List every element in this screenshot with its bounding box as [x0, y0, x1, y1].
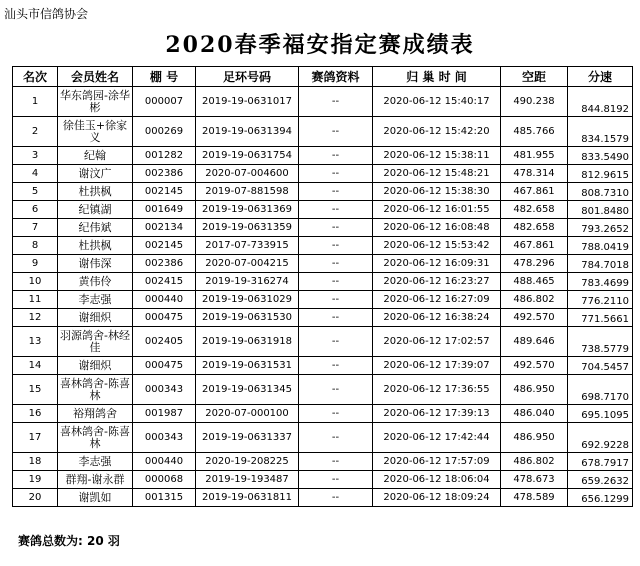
- cell-info: --: [299, 273, 373, 291]
- table-row: [13, 423, 633, 453]
- cell-rank: 12: [13, 309, 58, 327]
- cell-rank: 9: [13, 255, 58, 273]
- cell-info: --: [299, 87, 373, 117]
- cell-time: 2020-06-12 17:02:57: [373, 327, 501, 357]
- cell-speed: 801.8480: [568, 201, 633, 219]
- cell-distance: 485.766: [501, 117, 568, 147]
- cell-rank: 15: [13, 375, 58, 405]
- cell-time: 2020-06-12 16:23:27: [373, 273, 501, 291]
- total-count: 赛鸽总数为: 20 羽: [18, 534, 120, 548]
- cell-rank: 8: [13, 237, 58, 255]
- cell-name: 谢凯如: [58, 489, 133, 507]
- cell-rank: 20: [13, 489, 58, 507]
- cell-loft: 002134: [133, 219, 196, 237]
- cell-speed: 656.1299: [568, 489, 633, 507]
- cell-ring: 2019-19-316274: [196, 273, 299, 291]
- cell-name: 杜拱枫: [58, 237, 133, 255]
- cell-loft: 002145: [133, 183, 196, 201]
- cell-rank: 18: [13, 453, 58, 471]
- cell-ring: 2019-19-0631345: [196, 375, 299, 405]
- header-row: [13, 67, 633, 87]
- cell-info: --: [299, 183, 373, 201]
- cell-name: 华东鸽园-涂华彬: [58, 87, 133, 117]
- cell-speed: 698.7170: [568, 375, 633, 405]
- cell-name: 谢细炽: [58, 357, 133, 375]
- cell-speed: 833.5490: [568, 147, 633, 165]
- cell-time: 2020-06-12 17:57:09: [373, 453, 501, 471]
- cell-info: --: [299, 471, 373, 489]
- column-header-name: 会员姓名: [58, 67, 133, 87]
- cell-distance: 492.570: [501, 309, 568, 327]
- cell-loft: 000343: [133, 375, 196, 405]
- cell-rank: 13: [13, 327, 58, 357]
- table-row: [13, 201, 633, 219]
- cell-distance: 486.802: [501, 453, 568, 471]
- cell-distance: 486.040: [501, 405, 568, 423]
- cell-loft: 002405: [133, 327, 196, 357]
- cell-speed: 659.2632: [568, 471, 633, 489]
- cell-speed: 695.1095: [568, 405, 633, 423]
- table-row: [13, 87, 633, 117]
- column-header-info: 赛鸽资料: [299, 67, 373, 87]
- cell-distance: 486.950: [501, 375, 568, 405]
- cell-name: 喜林鸽舍-陈喜林: [58, 375, 133, 405]
- cell-info: --: [299, 423, 373, 453]
- cell-ring: 2019-19-0631337: [196, 423, 299, 453]
- cell-ring: 2020-07-004600: [196, 165, 299, 183]
- cell-name: 群翔-谢永群: [58, 471, 133, 489]
- cell-loft: 002386: [133, 255, 196, 273]
- cell-info: --: [299, 489, 373, 507]
- cell-distance: 478.296: [501, 255, 568, 273]
- cell-rank: 3: [13, 147, 58, 165]
- cell-name: 谢细炽: [58, 309, 133, 327]
- cell-info: --: [299, 165, 373, 183]
- column-header-distance: 空距: [501, 67, 568, 87]
- table-row: [13, 165, 633, 183]
- cell-ring: 2020-07-000100: [196, 405, 299, 423]
- column-header-time: 归 巢 时 间: [373, 67, 501, 87]
- cell-loft: 002145: [133, 237, 196, 255]
- cell-rank: 10: [13, 273, 58, 291]
- cell-speed: 784.7018: [568, 255, 633, 273]
- cell-info: --: [299, 117, 373, 147]
- cell-speed: 678.7917: [568, 453, 633, 471]
- cell-ring: 2019-19-0631369: [196, 201, 299, 219]
- organization-name: 汕头市信鸽协会: [4, 7, 89, 21]
- cell-speed: 738.5779: [568, 327, 633, 357]
- cell-distance: 478.589: [501, 489, 568, 507]
- cell-ring: 2019-19-0631811: [196, 489, 299, 507]
- cell-loft: 001315: [133, 489, 196, 507]
- cell-info: --: [299, 201, 373, 219]
- table-row: [13, 237, 633, 255]
- cell-loft: 000440: [133, 453, 196, 471]
- table-row: [13, 183, 633, 201]
- cell-name: 纪伟斌: [58, 219, 133, 237]
- table-row: [13, 405, 633, 423]
- cell-speed: 793.2652: [568, 219, 633, 237]
- cell-time: 2020-06-12 16:09:31: [373, 255, 501, 273]
- cell-rank: 11: [13, 291, 58, 309]
- cell-info: --: [299, 357, 373, 375]
- cell-rank: 6: [13, 201, 58, 219]
- table-row: [13, 327, 633, 357]
- cell-ring: 2019-19-0631754: [196, 147, 299, 165]
- cell-speed: 834.1579: [568, 117, 633, 147]
- column-header-loft: 棚 号: [133, 67, 196, 87]
- table-row: [13, 291, 633, 309]
- cell-distance: 482.658: [501, 201, 568, 219]
- table-row: [13, 147, 633, 165]
- cell-name: 裕翔鸽舍: [58, 405, 133, 423]
- cell-info: --: [299, 375, 373, 405]
- cell-time: 2020-06-12 17:39:07: [373, 357, 501, 375]
- column-header-rank: 名次: [13, 67, 58, 87]
- table-row: [13, 273, 633, 291]
- results-table: [12, 66, 633, 507]
- cell-info: --: [299, 237, 373, 255]
- cell-loft: 000269: [133, 117, 196, 147]
- table-row: [13, 375, 633, 405]
- cell-name: 羽源鸽舍-林经佳: [58, 327, 133, 357]
- cell-info: --: [299, 219, 373, 237]
- cell-speed: 783.4699: [568, 273, 633, 291]
- cell-info: --: [299, 255, 373, 273]
- cell-name: 谢伟深: [58, 255, 133, 273]
- cell-loft: 002415: [133, 273, 196, 291]
- cell-rank: 14: [13, 357, 58, 375]
- column-header-ring: 足环号码: [196, 67, 299, 87]
- table-row: [13, 489, 633, 507]
- cell-loft: 002386: [133, 165, 196, 183]
- cell-rank: 17: [13, 423, 58, 453]
- cell-name: 黄伟伶: [58, 273, 133, 291]
- cell-info: --: [299, 291, 373, 309]
- cell-distance: 481.955: [501, 147, 568, 165]
- cell-loft: 000475: [133, 309, 196, 327]
- cell-name: 纪翰: [58, 147, 133, 165]
- cell-time: 2020-06-12 18:09:24: [373, 489, 501, 507]
- cell-name: 杜拱枫: [58, 183, 133, 201]
- cell-loft: 000440: [133, 291, 196, 309]
- cell-rank: 4: [13, 165, 58, 183]
- page-title: 2020春季福安指定赛成绩表: [165, 32, 475, 58]
- cell-time: 2020-06-12 15:48:21: [373, 165, 501, 183]
- cell-time: 2020-06-12 16:27:09: [373, 291, 501, 309]
- table-row: [13, 453, 633, 471]
- cell-ring: 2019-19-0631531: [196, 357, 299, 375]
- cell-time: 2020-06-12 16:08:48: [373, 219, 501, 237]
- cell-rank: 16: [13, 405, 58, 423]
- cell-name: 纪镇湖: [58, 201, 133, 219]
- cell-time: 2020-06-12 18:06:04: [373, 471, 501, 489]
- cell-distance: 486.950: [501, 423, 568, 453]
- cell-speed: 704.5457: [568, 357, 633, 375]
- cell-ring: 2019-19-0631017: [196, 87, 299, 117]
- cell-rank: 19: [13, 471, 58, 489]
- table-row: [13, 357, 633, 375]
- cell-ring: 2020-19-208225: [196, 453, 299, 471]
- cell-rank: 7: [13, 219, 58, 237]
- cell-time: 2020-06-12 15:38:11: [373, 147, 501, 165]
- cell-ring: 2019-19-0631029: [196, 291, 299, 309]
- cell-name: 李志强: [58, 291, 133, 309]
- cell-name: 喜林鸽舍-陈喜林: [58, 423, 133, 453]
- cell-time: 2020-06-12 17:36:55: [373, 375, 501, 405]
- cell-time: 2020-06-12 15:42:20: [373, 117, 501, 147]
- cell-loft: 001649: [133, 201, 196, 219]
- table-row: [13, 219, 633, 237]
- cell-speed: 776.2110: [568, 291, 633, 309]
- cell-loft: 000068: [133, 471, 196, 489]
- cell-loft: 001987: [133, 405, 196, 423]
- cell-speed: 692.9228: [568, 423, 633, 453]
- cell-distance: 467.861: [501, 183, 568, 201]
- table-row: [13, 117, 633, 147]
- table-row: [13, 309, 633, 327]
- cell-ring: 2020-07-004215: [196, 255, 299, 273]
- cell-ring: 2019-19-193487: [196, 471, 299, 489]
- cell-distance: 482.658: [501, 219, 568, 237]
- cell-speed: 788.0419: [568, 237, 633, 255]
- cell-loft: 000343: [133, 423, 196, 453]
- cell-time: 2020-06-12 17:42:44: [373, 423, 501, 453]
- cell-distance: 490.238: [501, 87, 568, 117]
- cell-speed: 844.8192: [568, 87, 633, 117]
- cell-name: 谢汶广: [58, 165, 133, 183]
- table-row: [13, 471, 633, 489]
- cell-info: --: [299, 147, 373, 165]
- cell-distance: 478.314: [501, 165, 568, 183]
- cell-speed: 812.9615: [568, 165, 633, 183]
- cell-ring: 2019-19-0631918: [196, 327, 299, 357]
- column-header-speed: 分速: [568, 67, 633, 87]
- cell-info: --: [299, 327, 373, 357]
- cell-ring: 2019-19-0631530: [196, 309, 299, 327]
- cell-distance: 488.465: [501, 273, 568, 291]
- cell-name: 徐佳玉+徐家义: [58, 117, 133, 147]
- cell-distance: 467.861: [501, 237, 568, 255]
- cell-ring: 2019-19-0631394: [196, 117, 299, 147]
- cell-distance: 489.646: [501, 327, 568, 357]
- cell-loft: 000007: [133, 87, 196, 117]
- cell-loft: 000475: [133, 357, 196, 375]
- cell-speed: 808.7310: [568, 183, 633, 201]
- cell-ring: 2019-19-0631359: [196, 219, 299, 237]
- cell-speed: 771.5661: [568, 309, 633, 327]
- cell-time: 2020-06-12 15:38:30: [373, 183, 501, 201]
- cell-time: 2020-06-12 16:01:55: [373, 201, 501, 219]
- cell-name: 李志强: [58, 453, 133, 471]
- cell-ring: 2017-07-733915: [196, 237, 299, 255]
- cell-rank: 1: [13, 87, 58, 117]
- cell-loft: 001282: [133, 147, 196, 165]
- cell-info: --: [299, 453, 373, 471]
- cell-rank: 5: [13, 183, 58, 201]
- cell-distance: 486.802: [501, 291, 568, 309]
- cell-time: 2020-06-12 15:53:42: [373, 237, 501, 255]
- cell-time: 2020-06-12 16:38:24: [373, 309, 501, 327]
- cell-info: --: [299, 405, 373, 423]
- cell-time: 2020-06-12 17:39:13: [373, 405, 501, 423]
- cell-time: 2020-06-12 15:40:17: [373, 87, 501, 117]
- cell-ring: 2019-07-881598: [196, 183, 299, 201]
- cell-rank: 2: [13, 117, 58, 147]
- table-row: [13, 255, 633, 273]
- cell-distance: 492.570: [501, 357, 568, 375]
- cell-info: --: [299, 309, 373, 327]
- cell-distance: 478.673: [501, 471, 568, 489]
